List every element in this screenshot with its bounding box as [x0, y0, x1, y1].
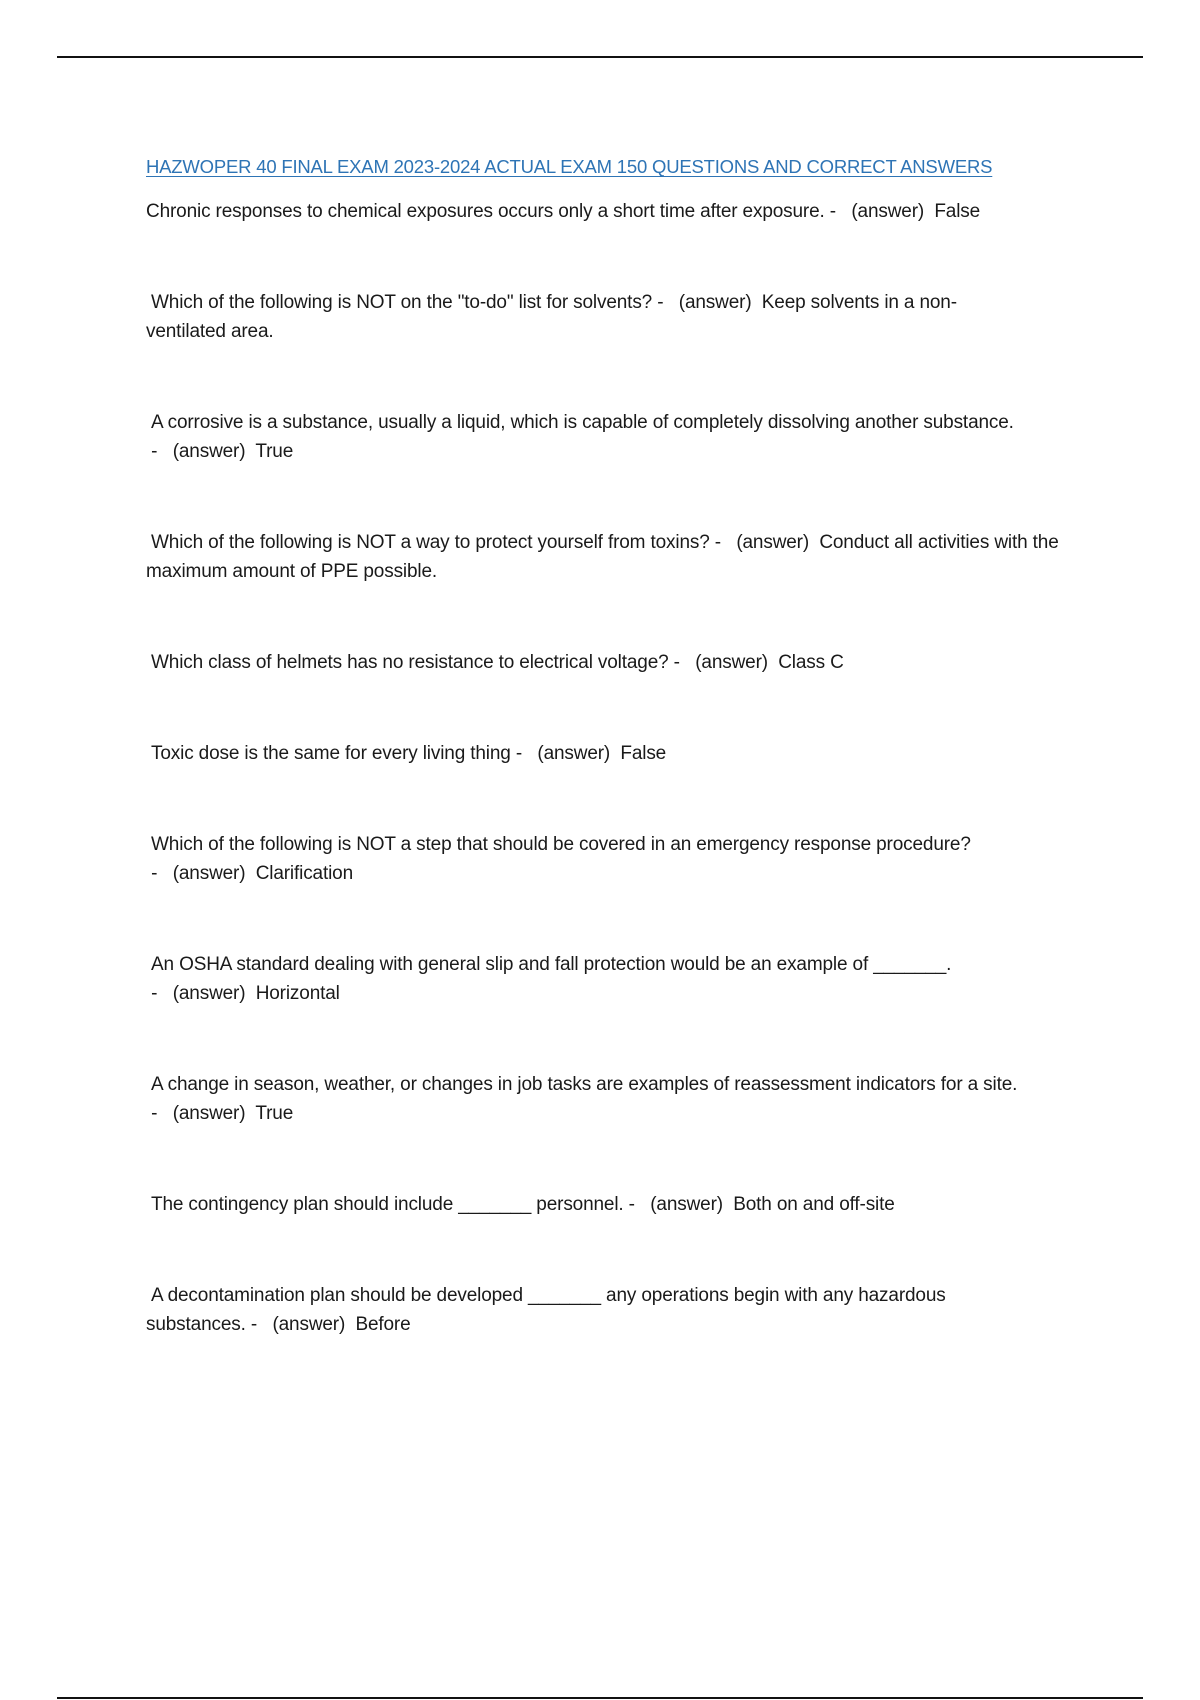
answer-label: (answer): [650, 1194, 723, 1215]
question-text: A corrosive is a substance, usually a liquid, which is capable of completely dissolving another substance.: [151, 412, 1014, 433]
answer-text: True: [255, 441, 294, 462]
qa-item: A change in season, weather, or changes in job tasks are examples of reassessment indicators for a site. - (answer) True: [146, 1074, 1018, 1124]
answer-label: (answer): [172, 441, 246, 462]
answer-label: (answer): [272, 1314, 346, 1335]
top-rule: [57, 56, 1143, 58]
question-text: Toxic dose is the same for every living thing: [151, 743, 511, 764]
answer-label: (answer): [172, 1103, 246, 1124]
qa-item: Which class of helmets has no resistance to electrical voltage? - (answer) Class C: [146, 648, 1096, 677]
document-body: [146, 152, 1096, 1339]
question-text: Which of the following is NOT on the "to-do" list for solvents?: [151, 292, 653, 313]
question-text: A decontamination plan should be developed _______ any operations begin with any hazardous substances.: [146, 1285, 946, 1335]
answer-text: Both on and off-site: [733, 1194, 895, 1215]
question-text: Which class of helmets has no resistance to electrical voltage?: [151, 652, 669, 673]
answer-text: True: [255, 1103, 294, 1124]
answer-label: (answer): [851, 201, 925, 222]
answer-text: Keep solvents in a non-ventilated area.: [146, 292, 957, 342]
answer-text: Class C: [778, 652, 844, 673]
question-text: Which of the following is NOT a step that should be covered in an emergency response procedure?: [151, 834, 971, 855]
answer-text: Before: [355, 1314, 411, 1335]
answer-label: (answer): [172, 983, 246, 1004]
answer-label: (answer): [678, 292, 752, 313]
answer-text: Conduct all activities with the maximum amount of PPE possible.: [146, 532, 1059, 582]
question-text: Which of the following is NOT a way to protect yourself from toxins?: [151, 532, 710, 553]
question-text: The contingency plan should include _______ personnel.: [151, 1194, 624, 1215]
answer-text: Clarification: [255, 863, 353, 884]
question-text: Chronic responses to chemical exposures occurs only a short time after exposure.: [146, 201, 825, 222]
question-text: A change in season, weather, or changes in job tasks are examples of reassessment indicators for a site.: [151, 1074, 1018, 1095]
qa-item: An OSHA standard dealing with general slip and fall protection would be an example of _______. - (answer) Horizontal: [146, 954, 952, 1004]
answer-label: (answer): [695, 652, 768, 673]
qa-item: The contingency plan should include _______ personnel. - (answer) Both on and off-site: [146, 1190, 1096, 1219]
answer-label: (answer): [172, 863, 246, 884]
bottom-rule: [57, 1697, 1143, 1699]
answer-text: False: [934, 201, 981, 222]
qa-item: Toxic dose is the same for every living thing - (answer) False: [146, 739, 1096, 768]
qa-item: Which of the following is NOT a step that should be covered in an emergency response procedure? - (answer) Clarification: [146, 834, 971, 884]
answer-text: False: [620, 743, 667, 764]
qa-item: Which of the following is NOT on the "to-do" list for solvents? - (answer) Keep solvents in a non-ventilated area.: [146, 292, 957, 342]
qa-item: Chronic responses to chemical exposures occurs only a short time after exposure. - (answer) False: [146, 201, 981, 222]
answer-label: (answer): [537, 743, 611, 764]
qa-item: A corrosive is a substance, usually a liquid, which is capable of completely dissolving another substance. - (answer) True: [146, 412, 1014, 462]
document-title[interactable]: HAZWOPER 40 FINAL EXAM 2023-2024 ACTUAL EXAM 150 QUESTIONS AND CORRECT ANSWERS: [146, 156, 993, 177]
answer-label: (answer): [736, 532, 810, 553]
answer-text: Horizontal: [255, 983, 340, 1004]
qa-item: Which of the following is NOT a way to protect yourself from toxins? - (answer) Conduct all activities with the maximum amount of PPE possible.: [146, 532, 1059, 582]
qa-item: A decontamination plan should be developed _______ any operations begin with any hazardous substances. - (answer) Before: [146, 1285, 946, 1335]
question-text: An OSHA standard dealing with general slip and fall protection would be an example of _______.: [151, 954, 952, 975]
